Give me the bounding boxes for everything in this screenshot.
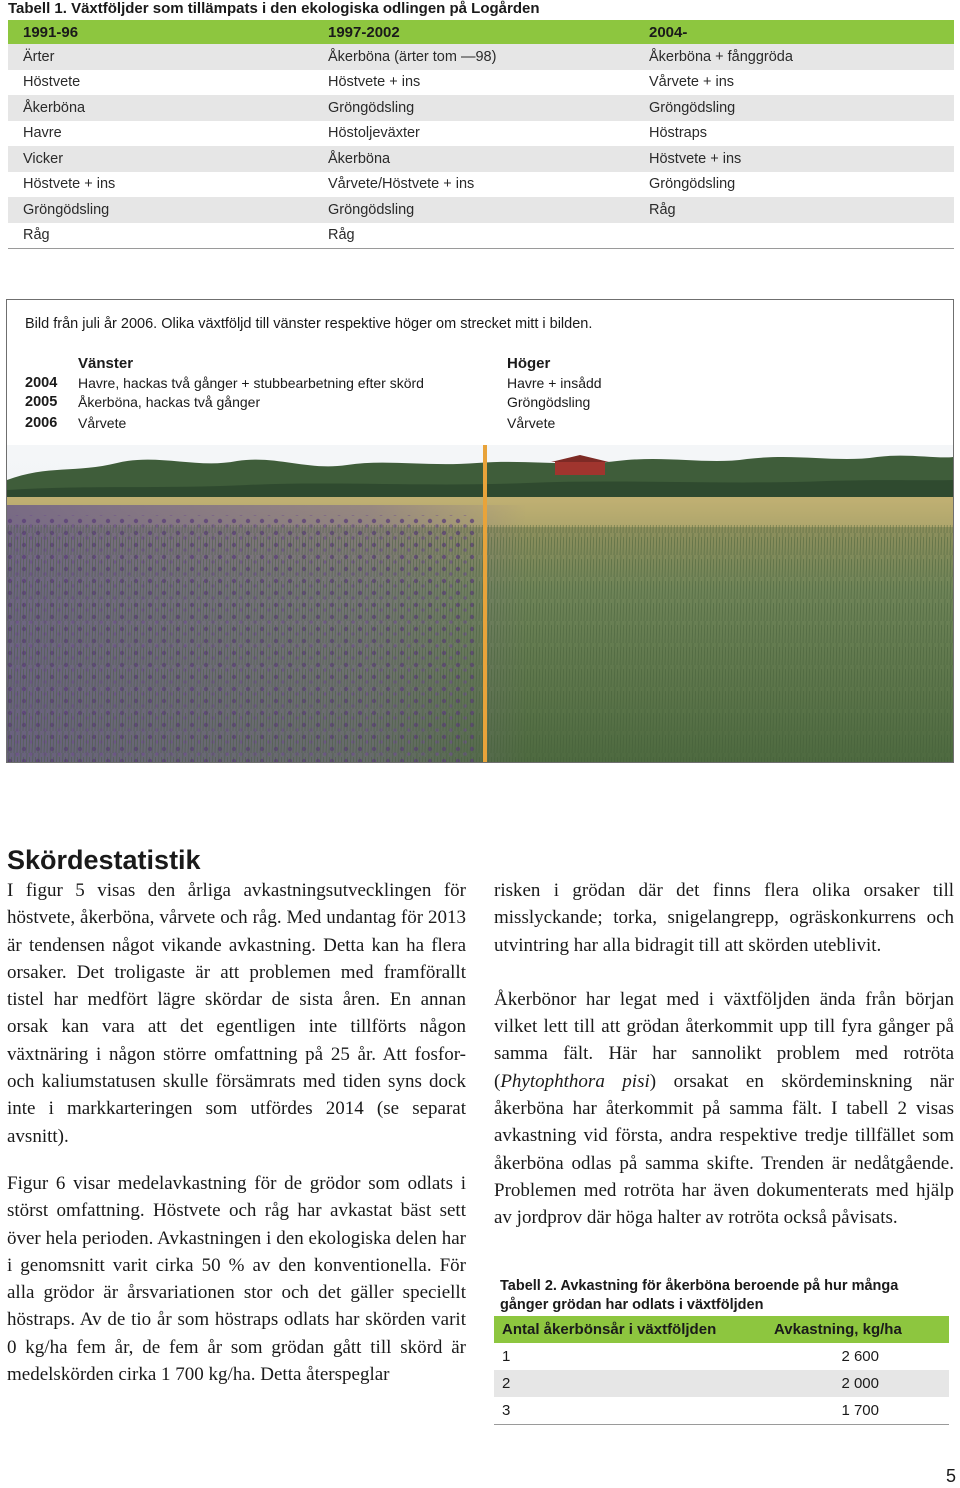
legend-year: 2005 xyxy=(25,394,58,410)
legend-year: 2004 xyxy=(25,375,58,391)
table-cell: Råg xyxy=(328,227,355,244)
field-photo xyxy=(7,445,953,762)
table-cell: Åkerböna xyxy=(328,150,391,167)
table-row xyxy=(494,1370,949,1397)
table-row xyxy=(8,172,954,198)
body-paragraph: Figur 6 visar medelavkastning för de grödor som odlats i störst omfattning. Höstvete och råg har avkastat bäst sett över hela perioden. Avkastningen i den ekologiska delen har i genomsnitt varit cirka 50 % av den konventionella. För alla grödor är årsvariationen stor och det gäller speciellt höstraps. Av de tio år som höstraps odlats har skörden varit 0 kg/ha fem år, de fem år som grödan gått till skörd är medelskörden cirka 1 700 kg/ha. Detta återspeglar xyxy=(7,1172,466,1386)
legend-left-item: Vårvete xyxy=(78,415,127,431)
table-cell: 1 xyxy=(502,1348,511,1365)
table-cell: Gröngödsling xyxy=(328,201,415,218)
table-cell: Råg xyxy=(23,227,50,244)
table-cell: 1 700 xyxy=(841,1402,879,1419)
table-cell: Höstvete + ins xyxy=(23,176,116,193)
table1-header-cell: 1991-96 xyxy=(23,23,79,41)
legend-year: 2006 xyxy=(25,415,58,431)
species-name: Phytophthora pisi xyxy=(500,1070,650,1092)
photo-caption: Bild från juli år 2006. Olika växtföljd till vänster respektive höger om strecket mitt i bilden. xyxy=(25,316,593,332)
table-cell: Gröngödsling xyxy=(23,201,110,218)
table-row xyxy=(8,146,954,172)
body-paragraph: risken i grödan där det finns flera olika orsaker till misslyckande; torka, snigelangrepp, ogräskonkurrens och utvintring har alla bidragit till att skörden uteblivit. xyxy=(494,880,954,956)
table-cell: Vårvete/Höstvete + ins xyxy=(328,176,475,193)
table2-caption: Tabell 2. Avkastning för åkerböna beroende på hur många gånger grödan har odlats i växtföljden xyxy=(500,1278,899,1313)
table2-header-row xyxy=(494,1316,949,1343)
table-cell: 2 000 xyxy=(841,1375,879,1392)
table-row xyxy=(494,1397,949,1425)
table-cell: Gröngödsling xyxy=(328,99,415,116)
yield-table xyxy=(494,1316,949,1425)
table-cell: Åkerböna xyxy=(23,99,86,116)
table1-header-cell: 1997-2002 xyxy=(328,23,400,41)
table-cell: Vårvete + ins xyxy=(649,74,735,91)
table-cell: Havre xyxy=(23,125,62,142)
page-number: 5 xyxy=(946,1466,957,1486)
table-cell: Höstvete xyxy=(23,74,81,91)
body-text-span: Åkerbönor har legat med i växtföljden ända från början vilket lett till att grödan återkommit upp till fyra gånger på samma fält. Här har sannolikt problem med rotröta ( xyxy=(494,988,954,1092)
table-row xyxy=(8,197,954,223)
table-cell: Gröngödsling xyxy=(649,176,736,193)
table2-header-cell: Antal åkerbönsår i växtföljden xyxy=(502,1321,717,1338)
body-paragraph xyxy=(494,986,954,1232)
table-cell: Höstvete + ins xyxy=(649,150,742,167)
legend-right-item: Gröngödsling xyxy=(507,394,591,410)
body-column-right xyxy=(494,877,954,1232)
table-cell: 2 600 xyxy=(841,1348,879,1365)
table1-header-row xyxy=(8,20,954,44)
table-row xyxy=(8,223,954,250)
body-paragraph: I figur 5 visas den årliga avkastningsutvecklingen för höstvete, åkerböna, vårvete och råg. Med undantag för 2013 är tendensen något vikande avkastning. Detta kan ha flera orsaker. Det troligaste är att problemen med framförallt tistel har medfört lägre skördar de sista åren. En annan orsak kan vara att det egentligen inte tillförts någon växtnäring i någon större omfattning på 25 år. Att fosfor- och kaliumstatusen skulle försämrats med tiden syns dock inte i markkarteringen som utfördes 2014 (se separat avsnitt). xyxy=(7,880,466,1147)
table-cell: Råg xyxy=(649,201,676,218)
section-title: Skördestatistik xyxy=(7,845,201,875)
body-text-span: ) orsakat en skördeminskning när åkerböna har återkommit på samma fält. I tabell 2 visas avkastning vid första, andra respektive tredje tillfället som åkerböna odlas på samma skifte. Trenden är nedåtgående. Problemen med rotröta har även dokumenterats med hjälp av jordprov där höga halter av rotröta också påvisats. xyxy=(494,1070,954,1229)
table1-caption: Tabell 1. Växtföljder som tillämpats i den ekologiska odlingen på Logården xyxy=(8,0,540,17)
table-row xyxy=(8,95,954,121)
body-column-left xyxy=(7,877,466,1388)
table2-header-cell: Avkastning, kg/ha xyxy=(774,1321,902,1338)
legend-right-item: Vårvete xyxy=(507,415,556,431)
table-row xyxy=(494,1343,949,1370)
table-row xyxy=(8,70,954,96)
table-cell: Höstoljeväxter xyxy=(328,125,420,142)
legend-right-item: Havre + insådd xyxy=(507,375,602,391)
table-row xyxy=(8,121,954,147)
legend-left-item: Havre, hackas två gånger + stubbearbetning efter skörd xyxy=(78,375,424,391)
table-row xyxy=(8,44,954,70)
legend-left-item: Åkerböna, hackas två gånger xyxy=(78,394,261,410)
legend-right-heading: Höger xyxy=(507,355,551,372)
table-cell: Ärter xyxy=(23,48,55,65)
table-cell: Höstraps xyxy=(649,125,708,142)
table1-header-cell: 2004- xyxy=(649,23,688,41)
crop-rotation-table xyxy=(8,20,954,249)
table-cell: Höstvete + ins xyxy=(328,74,421,91)
table-cell: Gröngödsling xyxy=(649,99,736,116)
table-cell: 3 xyxy=(502,1402,511,1419)
table-cell: Åkerböna (ärter tom —98) xyxy=(328,48,497,65)
table-cell: Åkerböna + fånggröda xyxy=(649,48,793,65)
legend-left-heading: Vänster xyxy=(78,355,134,372)
table-cell: 2 xyxy=(502,1375,511,1392)
table-cell: Vicker xyxy=(23,150,64,167)
